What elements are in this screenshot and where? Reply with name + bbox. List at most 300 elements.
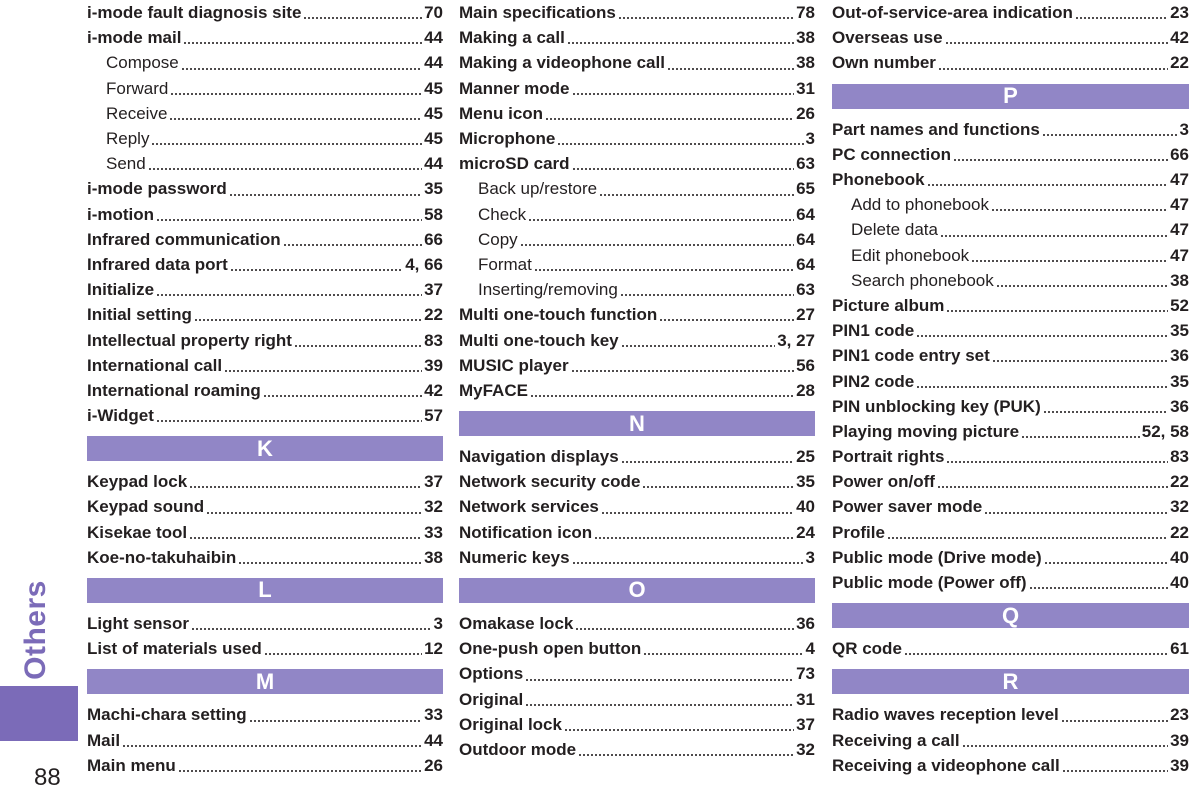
entry-page-ref: 4, 66 (405, 254, 443, 274)
dot-leader (571, 370, 794, 372)
dot-leader (996, 285, 1168, 287)
dot-leader (181, 68, 422, 70)
entry-page-ref: 35 (1170, 371, 1189, 391)
index-entry (459, 687, 815, 712)
entry-term: Main menu (87, 755, 176, 775)
entry-page-ref: 64 (796, 204, 815, 224)
index-entry (87, 753, 443, 778)
entry-page-ref: 45 (424, 78, 443, 98)
dot-leader (618, 17, 794, 19)
entry-term: i-Widget (87, 406, 154, 426)
index-subentry (87, 126, 443, 151)
dot-leader (953, 159, 1168, 161)
index-entry (459, 378, 815, 403)
entry-term: Out-of-service-area indication (832, 3, 1073, 23)
letter-section-header: Q (832, 603, 1189, 628)
index-entry (832, 545, 1189, 570)
index-entry (832, 702, 1189, 727)
index-entry (832, 25, 1189, 50)
dot-leader (984, 512, 1168, 514)
section-label-text: Others (19, 580, 52, 680)
entry-term: List of materials used (87, 639, 262, 659)
entry-page-ref: 42 (424, 380, 443, 400)
dot-leader (264, 653, 422, 655)
entry-term: Options (459, 664, 524, 684)
dot-leader (249, 720, 422, 722)
entry-page-ref: 39 (1170, 755, 1189, 775)
index-entry (459, 737, 815, 762)
entry-page-ref: 44 (424, 154, 443, 174)
entry-page-ref: 83 (424, 330, 443, 350)
dot-leader (525, 704, 794, 706)
entry-term: i-mode fault diagnosis site (87, 3, 302, 23)
dot-leader (183, 42, 422, 44)
letter-section-header: O (459, 578, 815, 603)
dot-leader (191, 628, 432, 630)
entry-page-ref: 61 (1170, 639, 1189, 659)
entry-page-ref: 35 (424, 179, 443, 199)
entry-term: Making a call (459, 28, 565, 48)
entry-page-ref: 3 (433, 614, 443, 634)
entry-page-ref: 3 (805, 129, 815, 149)
entry-term: Back up/restore (478, 179, 598, 199)
index-subentry (87, 76, 443, 101)
index-entry (87, 403, 443, 428)
entry-page-ref: 64 (796, 229, 815, 249)
index-entry (87, 545, 443, 570)
index-entry (459, 636, 815, 661)
dot-leader (575, 628, 794, 630)
entry-term: Initial setting (87, 305, 192, 325)
entry-term: Infrared communication (87, 229, 281, 249)
entry-page-ref: 4 (805, 639, 815, 659)
entry-page-ref: 36 (1170, 346, 1189, 366)
index-entry (87, 252, 443, 277)
letter-section-header: P (832, 84, 1189, 109)
entry-page-ref: 66 (1170, 144, 1189, 164)
dot-leader (937, 486, 1168, 488)
dot-leader (927, 184, 1169, 186)
index-subentry (459, 252, 815, 277)
entry-term: PIN1 code (832, 321, 915, 341)
index-entry (832, 343, 1189, 368)
index-entry (459, 661, 815, 686)
entry-page-ref: 26 (424, 755, 443, 775)
entry-term: Public mode (Drive mode) (832, 547, 1042, 567)
entry-page-ref: 38 (1170, 270, 1189, 290)
index-entry (87, 327, 443, 352)
dot-leader (238, 562, 422, 564)
dot-leader (189, 486, 422, 488)
dot-leader (620, 294, 794, 296)
entry-term: Add to phonebook (851, 195, 990, 215)
entry-page-ref: 37 (796, 714, 815, 734)
entry-page-ref: 42 (1170, 28, 1189, 48)
entry-term: Keypad sound (87, 497, 205, 517)
dot-leader (557, 143, 803, 145)
dot-leader (189, 537, 422, 539)
dot-leader (1075, 17, 1168, 19)
entry-page-ref: 58 (424, 204, 443, 224)
dot-leader (229, 194, 422, 196)
dot-leader (946, 461, 1168, 463)
letter-section-header: M (87, 669, 443, 694)
entry-term: microSD card (459, 154, 570, 174)
entry-term: Delete data (851, 220, 938, 240)
entry-term: Infrared data port (87, 254, 228, 274)
letter-section-header: L (87, 578, 443, 603)
index-entry (459, 25, 815, 50)
entry-page-ref: 23 (1170, 3, 1189, 23)
entry-term: Profile (832, 522, 885, 542)
dot-leader (530, 395, 794, 397)
dot-leader (621, 461, 794, 463)
entry-page-ref: 37 (424, 472, 443, 492)
entry-term: PC connection (832, 144, 952, 164)
index-entry (459, 151, 815, 176)
index-subentry (87, 151, 443, 176)
index-entry (832, 570, 1189, 595)
entry-term: PIN1 code entry set (832, 346, 990, 366)
index-entry (87, 353, 443, 378)
entry-page-ref: 65 (796, 179, 815, 199)
entry-page-ref: 12 (424, 639, 443, 659)
index-entry (459, 353, 815, 378)
entry-term: Notification icon (459, 522, 593, 542)
index-entry (832, 368, 1189, 393)
entry-page-ref: 22 (1170, 522, 1189, 542)
index-entry (832, 728, 1189, 753)
dot-leader (1061, 720, 1168, 722)
index-entry (87, 378, 443, 403)
entry-page-ref: 3 (1179, 119, 1189, 139)
index-entry (832, 520, 1189, 545)
entry-term: One-push open button (459, 639, 642, 659)
dot-leader (594, 537, 794, 539)
index-entry (832, 318, 1189, 343)
dot-leader (170, 93, 422, 95)
entry-page-ref: 40 (796, 497, 815, 517)
dot-leader (534, 269, 794, 271)
index-column-3 (832, 0, 1189, 778)
entry-term: i-mode password (87, 179, 227, 199)
dot-leader (916, 335, 1168, 337)
entry-term: MUSIC player (459, 355, 569, 375)
dot-leader (621, 345, 776, 347)
index-entry (832, 753, 1189, 778)
entry-term: Outdoor mode (459, 739, 577, 759)
entry-term: Network services (459, 497, 599, 517)
letter-section-header: K (87, 436, 443, 461)
index-entry (459, 712, 815, 737)
letter-section-header: N (459, 411, 815, 436)
index-subentry (832, 192, 1189, 217)
dot-leader (572, 168, 795, 170)
index-entry (87, 728, 443, 753)
entry-page-ref: 40 (1170, 573, 1189, 593)
entry-page-ref: 24 (796, 522, 815, 542)
entry-term: Original lock (459, 714, 562, 734)
entry-page-ref: 32 (424, 497, 443, 517)
index-entry (87, 494, 443, 519)
entry-term: Radio waves reception level (832, 705, 1059, 725)
entry-term: PIN unblocking key (PUK) (832, 396, 1041, 416)
entry-page-ref: 57 (424, 406, 443, 426)
entry-page-ref: 52 (1170, 295, 1189, 315)
letter-section-header: R (832, 669, 1189, 694)
entry-page-ref: 3 (805, 547, 815, 567)
entry-page-ref: 47 (1170, 220, 1189, 240)
index-entry (87, 202, 443, 227)
entry-page-ref: 73 (796, 664, 815, 684)
dot-leader (946, 310, 1168, 312)
dot-leader (545, 118, 794, 120)
dot-leader (294, 345, 422, 347)
index-entry (87, 227, 443, 252)
entry-page-ref: 31 (796, 689, 815, 709)
dot-leader (303, 17, 422, 19)
index-entry (87, 0, 443, 25)
entry-page-ref: 64 (796, 254, 815, 274)
entry-page-ref: 32 (796, 739, 815, 759)
index-entry (87, 176, 443, 201)
index-subentry (459, 176, 815, 201)
entry-term: Power saver mode (832, 497, 983, 517)
entry-term: Power on/off (832, 472, 935, 492)
dot-leader (578, 754, 794, 756)
dot-leader (520, 244, 794, 246)
entry-term: Playing moving picture (832, 421, 1020, 441)
entry-term: Forward (106, 78, 169, 98)
entry-page-ref: 47 (1170, 195, 1189, 215)
dot-leader (667, 68, 794, 70)
entry-page-ref: 27 (796, 305, 815, 325)
index-entry (832, 469, 1189, 494)
page-number: 88 (34, 764, 61, 791)
dot-leader (572, 93, 795, 95)
entry-page-ref: 22 (1170, 53, 1189, 73)
index-entry (459, 545, 815, 570)
index-entry (832, 636, 1189, 661)
index-subentry (459, 202, 815, 227)
entry-term: Manner mode (459, 78, 570, 98)
entry-term: Portrait rights (832, 447, 945, 467)
index-entry (87, 277, 443, 302)
entry-page-ref: 33 (424, 705, 443, 725)
dot-leader (283, 244, 422, 246)
entry-page-ref: 37 (424, 280, 443, 300)
index-entry (87, 302, 443, 327)
dot-leader (151, 143, 422, 145)
entry-page-ref: 47 (1170, 170, 1189, 190)
entry-page-ref: 22 (424, 305, 443, 325)
entry-term: Multi one-touch function (459, 305, 658, 325)
entry-page-ref: 66 (424, 229, 443, 249)
entry-page-ref: 28 (796, 380, 815, 400)
entry-page-ref: 36 (1170, 396, 1189, 416)
index-entry (87, 469, 443, 494)
entry-term: Microphone (459, 129, 556, 149)
dot-leader (1043, 411, 1168, 413)
dot-leader (1029, 587, 1169, 589)
index-entry (832, 167, 1189, 192)
dot-leader (169, 118, 422, 120)
entry-page-ref: 45 (424, 103, 443, 123)
index-entry (459, 327, 815, 352)
dot-leader (194, 319, 422, 321)
entry-term: i-mode mail (87, 28, 182, 48)
index-entry (832, 293, 1189, 318)
entry-page-ref: 23 (1170, 705, 1189, 725)
entry-page-ref: 39 (1170, 730, 1189, 750)
entry-term: Intellectual property right (87, 330, 292, 350)
entry-page-ref: 33 (424, 522, 443, 542)
entry-term: International call (87, 355, 223, 375)
entry-term: Navigation displays (459, 447, 619, 467)
entry-page-ref: 38 (796, 53, 815, 73)
entry-page-ref: 83 (1170, 447, 1189, 467)
entry-term: Receiving a call (832, 730, 960, 750)
entry-term: Receive (106, 103, 168, 123)
dot-leader (991, 209, 1168, 211)
dot-leader (643, 653, 803, 655)
dot-leader (938, 68, 1168, 70)
entry-term: Overseas use (832, 28, 943, 48)
entry-term: Public mode (Power off) (832, 573, 1027, 593)
entry-term: Network security code (459, 472, 641, 492)
dot-leader (904, 653, 1168, 655)
entry-term: Original (459, 689, 524, 709)
entry-term: Main specifications (459, 3, 616, 23)
dot-leader (659, 319, 794, 321)
entry-term: Inserting/removing (478, 280, 618, 300)
index-entry (832, 117, 1189, 142)
index-entry (832, 444, 1189, 469)
entry-term: Compose (106, 53, 179, 73)
entry-term: Check (478, 204, 527, 224)
entry-page-ref: 35 (796, 472, 815, 492)
entry-term: Menu icon (459, 103, 544, 123)
dot-leader (945, 42, 1168, 44)
entry-term: Multi one-touch key (459, 330, 619, 350)
entry-page-ref: 63 (796, 280, 815, 300)
index-subentry (832, 268, 1189, 293)
entry-term: Receiving a videophone call (832, 755, 1060, 775)
dot-leader (122, 745, 422, 747)
dot-leader (940, 235, 1168, 237)
entry-term: Koe-no-takuhaibin (87, 547, 237, 567)
dot-leader (156, 219, 422, 221)
index-subentry (832, 243, 1189, 268)
entry-page-ref: 38 (796, 28, 815, 48)
index-entry (459, 494, 815, 519)
index-subentry (87, 101, 443, 126)
entry-page-ref: 32 (1170, 497, 1189, 517)
dot-leader (1021, 436, 1140, 438)
dot-leader (962, 745, 1169, 747)
entry-term: Mail (87, 730, 121, 750)
index-entry (459, 444, 815, 469)
entry-term: Picture album (832, 295, 945, 315)
index-entry (832, 494, 1189, 519)
entry-term: PIN2 code (832, 371, 915, 391)
entry-term: Light sensor (87, 614, 190, 634)
index-entry (459, 126, 815, 151)
dot-leader (992, 360, 1168, 362)
entry-page-ref: 47 (1170, 245, 1189, 265)
dot-leader (572, 562, 804, 564)
entry-term: Making a videophone call (459, 53, 665, 73)
entry-term: Copy (478, 229, 518, 249)
entry-term: Numeric keys (459, 547, 570, 567)
dot-leader (567, 42, 794, 44)
entry-term: MyFACE (459, 380, 528, 400)
entry-page-ref: 3, 27 (777, 330, 815, 350)
section-tab (0, 686, 78, 741)
dot-leader (599, 194, 794, 196)
entry-term: Format (478, 254, 532, 274)
dot-leader (916, 386, 1168, 388)
index-entry (459, 520, 815, 545)
entry-term: QR code (832, 639, 902, 659)
entry-page-ref: 31 (796, 78, 815, 98)
index-entry (87, 520, 443, 545)
index-entry (87, 25, 443, 50)
index-entry (459, 101, 815, 126)
dot-leader (601, 512, 794, 514)
index-entry (459, 611, 815, 636)
index-entry (832, 394, 1189, 419)
entry-page-ref: 45 (424, 129, 443, 149)
index-entry (87, 636, 443, 661)
entry-term: Own number (832, 53, 936, 73)
entry-term: Omakase lock (459, 614, 574, 634)
index-entry (459, 50, 815, 75)
entry-term: Search phonebook (851, 270, 994, 290)
entry-page-ref: 70 (424, 3, 443, 23)
dot-leader (263, 395, 422, 397)
entry-term: International roaming (87, 380, 261, 400)
index-entry (832, 142, 1189, 167)
index-entry (459, 76, 815, 101)
entry-page-ref: 44 (424, 730, 443, 750)
dot-leader (156, 294, 422, 296)
entry-term: Send (106, 154, 146, 174)
entry-term: Phonebook (832, 170, 925, 190)
dot-leader (642, 486, 794, 488)
dot-leader (1042, 134, 1178, 136)
dot-leader (564, 729, 794, 731)
entry-page-ref: 39 (424, 355, 443, 375)
dot-leader (1062, 770, 1168, 772)
entry-page-ref: 44 (424, 53, 443, 73)
entry-page-ref: 44 (424, 28, 443, 48)
index-subentry (459, 277, 815, 302)
index-entry (87, 702, 443, 727)
entry-term: Edit phonebook (851, 245, 970, 265)
entry-page-ref: 63 (796, 154, 815, 174)
dot-leader (178, 770, 422, 772)
entry-term: Reply (106, 129, 150, 149)
dot-leader (206, 512, 422, 514)
entry-page-ref: 36 (796, 614, 815, 634)
dot-leader (156, 420, 422, 422)
entry-term: Initialize (87, 280, 155, 300)
index-entry (832, 0, 1189, 25)
index-entry (459, 469, 815, 494)
index-subentry (459, 227, 815, 252)
entry-term: Part names and functions (832, 119, 1040, 139)
